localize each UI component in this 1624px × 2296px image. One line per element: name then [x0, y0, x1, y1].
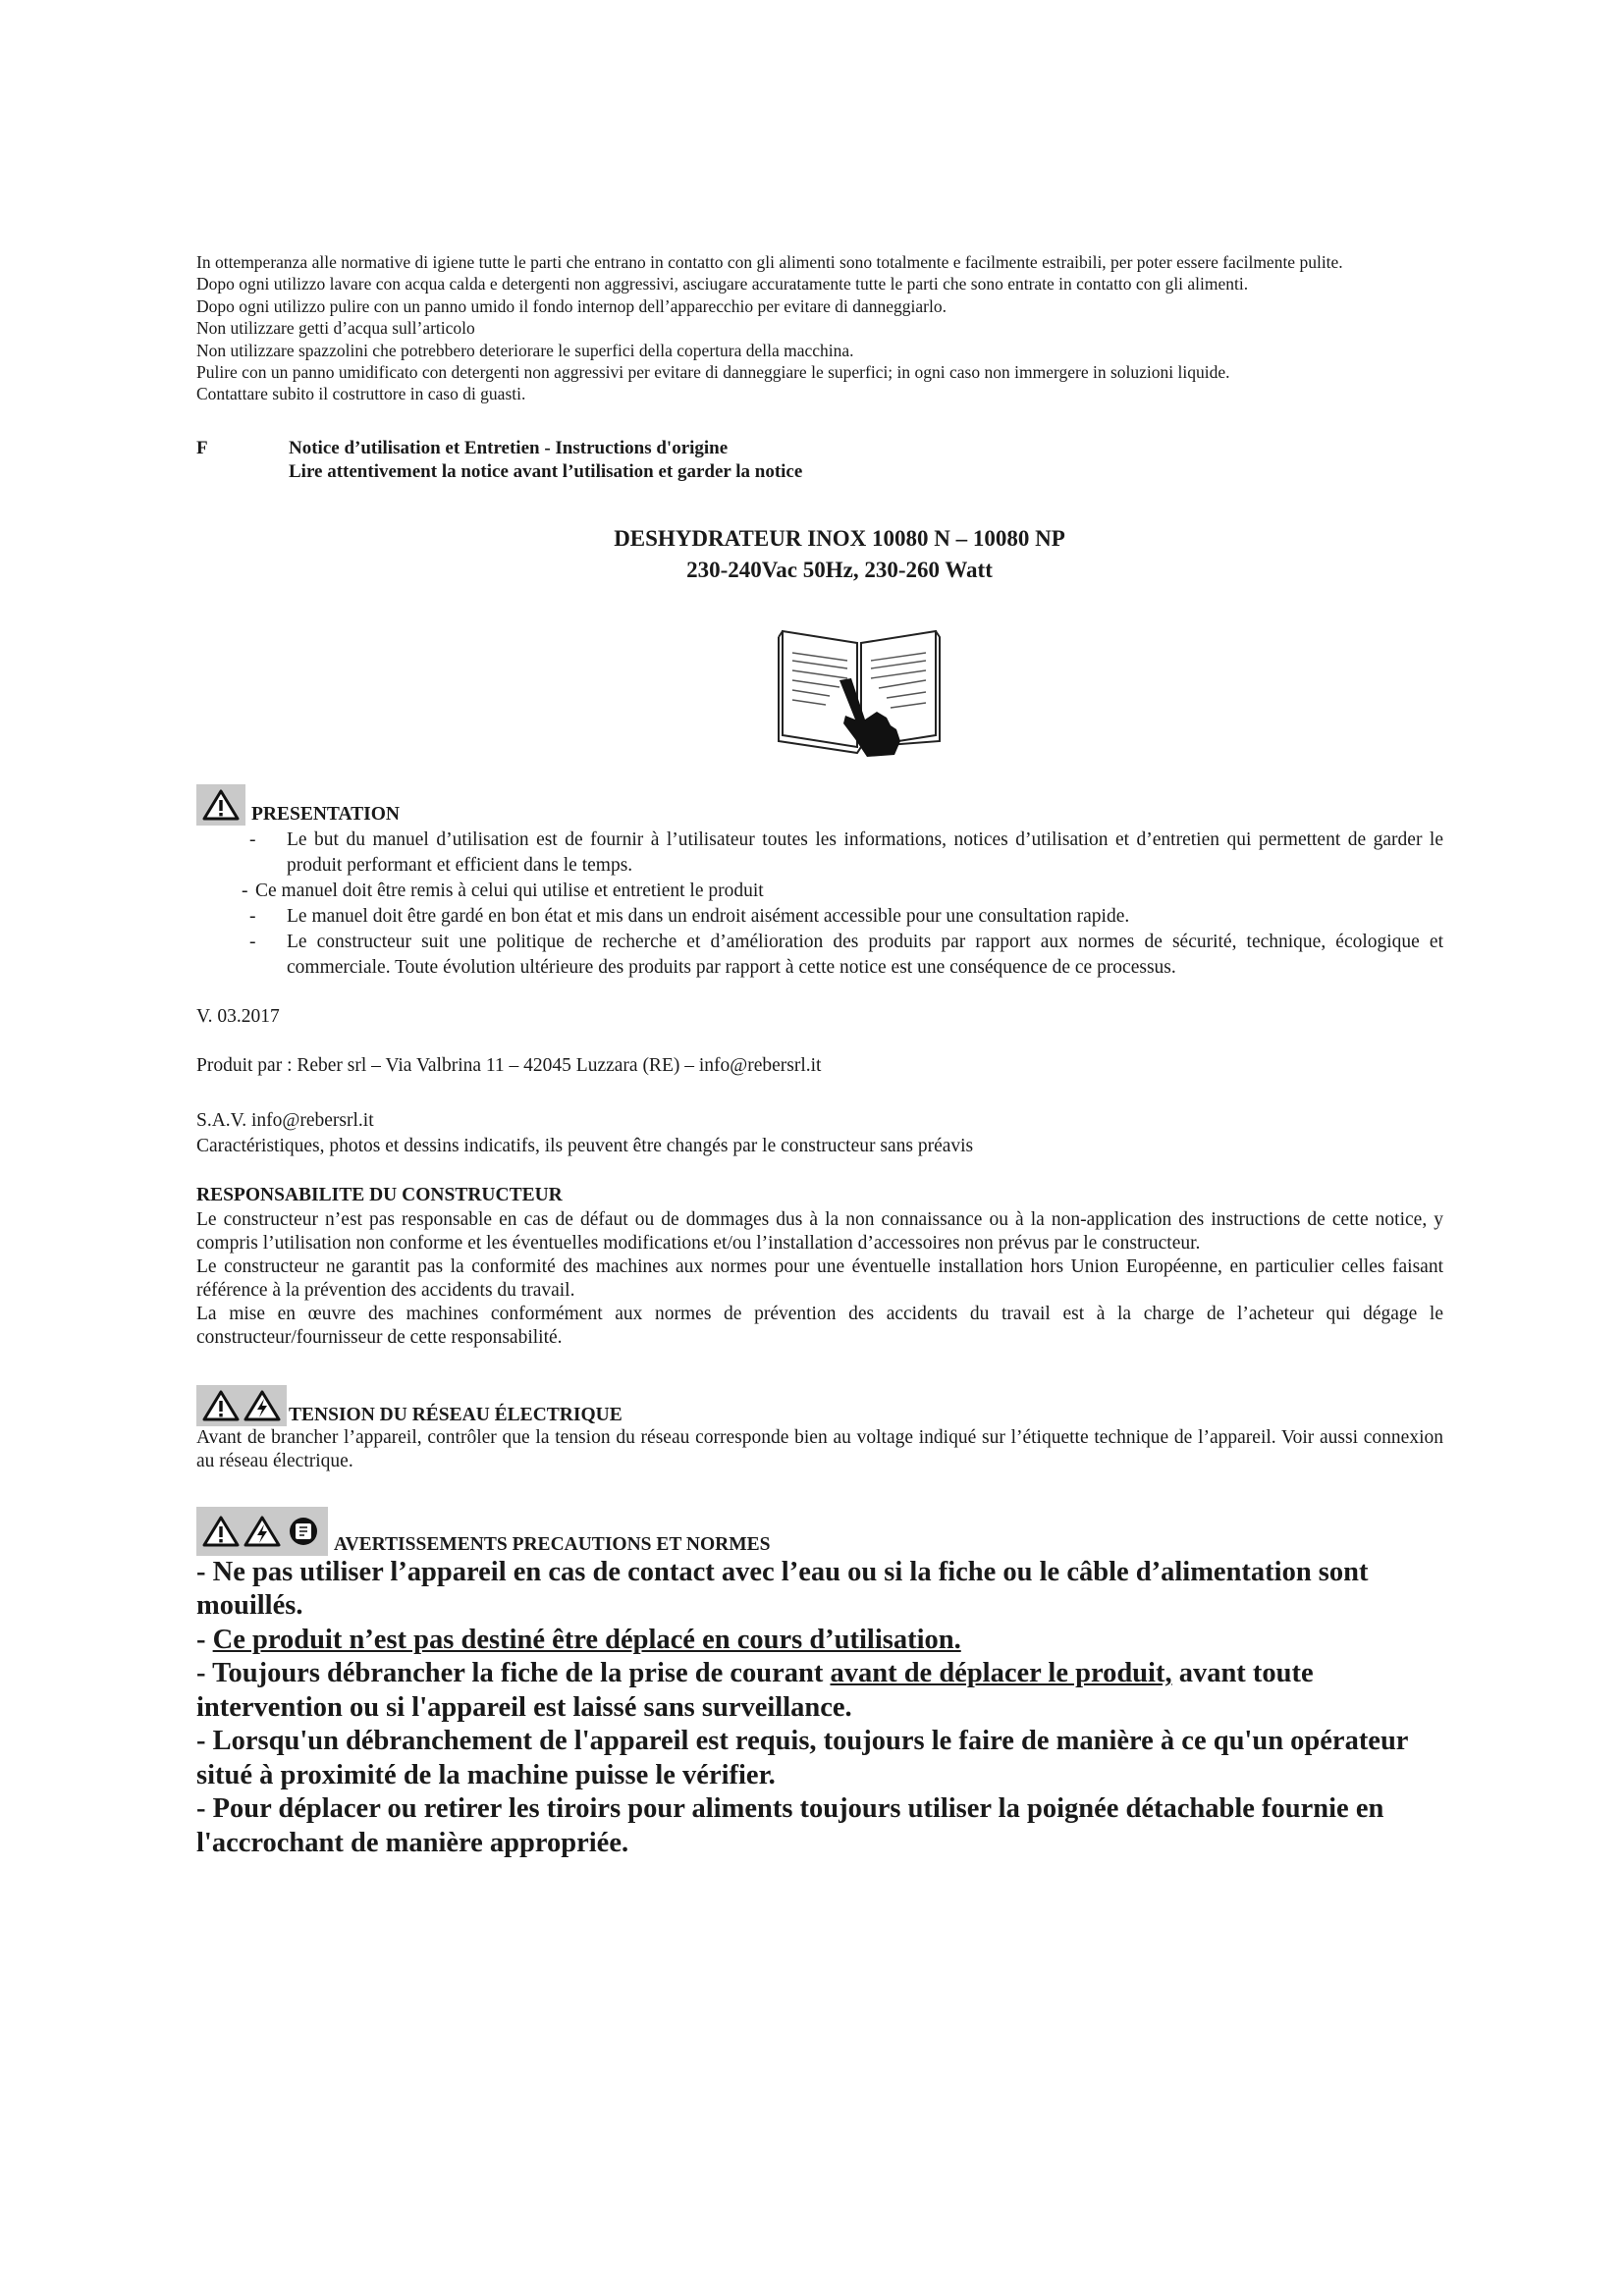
list-item: - Le manuel doit être gardé en bon état et mis dans un endroit aisément accessible pour une consultation rapide.: [249, 905, 1130, 927]
warning-line: - Toujours débrancher la fiche de la prise de courant avant de déplacer le produit, avant toute intervention ou si l'appareil est laissé sans surveillance.: [196, 1658, 1314, 1723]
version-label: V. 03.2017: [196, 1005, 280, 1027]
warnings-heading: [196, 1507, 1443, 1556]
producer-line: Produit par : Reber srl – Via Valbrina 11 – 42045 Luzzara (RE) – info@rebersrl.it: [196, 1054, 822, 1076]
read-manual-icon: [771, 610, 947, 757]
sav-line: S.A.V. info@rebersrl.it: [196, 1109, 374, 1131]
warning-line: - Ce produit n’est pas destiné être déplacé en cours d’utilisation.: [196, 1624, 961, 1655]
warning-line: - Pour déplacer ou retirer les tiroirs pour aliments toujours utiliser la poignée détachable fournie en l'accrochant de manière appropriée.: [196, 1793, 1384, 1858]
warning-triangle-icon: [202, 788, 240, 822]
model-name: DESHYDRATEUR INOX 10080 N – 10080 NP: [614, 525, 1065, 551]
italian-maintenance-text: [196, 251, 1443, 405]
paragraph: Contattare subito il costruttore in caso di guasti.: [196, 384, 526, 404]
warning-line: - Lorsqu'un débranchement de l'appareil est requis, toujours le faire de manière à ce qu'un opérateur situé à proximité de la machine puisse le vérifier.: [196, 1726, 1408, 1790]
warning-badge: [196, 784, 245, 826]
read-instructions-icon: [285, 1515, 322, 1548]
disclaimer-line: Caractéristiques, photos et dessins indicatifs, ils peuvent être changés par le constructeur sans préavis: [196, 1135, 974, 1156]
model-specs: 230-240Vac 50Hz, 230-260 Watt: [686, 557, 993, 582]
list-item: - Le constructeur suit une politique de recherche et d’amélioration des produits par rapport aux normes de sécurité, technique, écologique et commerciale. Toute évolution ultérieure des produits par rapport à cette notice est une conséquence de ce processus.: [249, 931, 1443, 978]
language-letter: F: [196, 437, 208, 458]
tension-heading: [196, 1385, 1443, 1426]
language-header: [196, 437, 1443, 484]
paragraph: Non utilizzare getti d’acqua sull’articolo: [196, 318, 475, 339]
paragraph: Le constructeur n’est pas responsable en cas de défaut ou de dommages dus à la non connaissance ou à la non-application des instructions de cette notice, y compris l’utilisation non conforme et les éventuelles modifications et/ou l’installation d’accessoires non prévus par le constructeur.: [196, 1208, 1443, 1254]
warning-triangle-icon: [202, 1389, 240, 1422]
paragraph: La mise en œuvre des machines conformément aux normes de prévention des accidents du travail est à la charge de l’acheteur qui dégage le constructeur/fournisseur de cette responsabilité.: [196, 1303, 1443, 1348]
paragraph: In ottemperanza alle normative di igiene tutte le parti che entrano in contatto con gli alimenti sono totalmente e facilmente estraibili, per poter essere facilmente pulite.: [196, 252, 1343, 272]
warning-badge: [196, 1385, 287, 1426]
warning-line: - Ne pas utiliser l’appareil en cas de contact avec l’eau ou si la fiche ou le câble d’alimentation sont mouillés.: [196, 1556, 1369, 1622]
document-page: [196, 251, 1443, 1860]
responsibility-title: RESPONSABILITE DU CONSTRUCTEUR: [196, 1184, 563, 1205]
presentation-list: [196, 828, 1443, 981]
section-title: PRESENTATION: [251, 803, 400, 825]
paragraph: Pulire con un panno umidificato con detergenti non aggressivi per evitare di danneggiare le superfici; in ogni caso non immergere in soluzioni liquide.: [196, 362, 1230, 383]
paragraph: Dopo ogni utilizzo pulire con un panno umido il fondo internop dell’apparecchio per evitare di danneggiarlo.: [196, 295, 947, 316]
paragraph: Dopo ogni utilizzo lavare con acqua calda e detergenti non aggressivi, asciugare accuratamente tutte le parti che sono entrate in contatto con gli alimenti.: [196, 274, 1249, 294]
paragraph: Non utilizzare spazzolini che potrebbero deteriorare le superfici della copertura della macchina.: [196, 340, 854, 360]
list-item: - Le but du manuel d’utilisation est de fournir à l’utilisateur toutes les informations, notices d’utilisation et d’entretien qui permettent de garder le produit performant et efficient dans le temps.: [249, 828, 1443, 876]
paragraph: Le constructeur ne garantit pas la conformité des machines aux normes pour une éventuelle installation hors Union Européenne, en particulier celles faisant référence à la prévention des accidents du travail.: [196, 1255, 1443, 1301]
electric-hazard-icon: [244, 1515, 281, 1548]
warning-badge: [196, 1507, 328, 1556]
presentation-heading: [196, 784, 1443, 826]
warning-triangle-icon: [202, 1515, 240, 1548]
model-heading: [196, 523, 1443, 586]
manual-title: Notice d’utilisation et Entretien - Instructions d'origine: [289, 437, 729, 458]
paragraph: Avant de brancher l’appareil, contrôler que la tension du réseau corresponde bien au voltage indiqué sur l’étiquette technique de l’appareil. Voir aussi connexion au réseau électrique.: [196, 1426, 1443, 1471]
section-title: TENSION DU RÉSEAU ÉLECTRIQUE: [289, 1404, 623, 1425]
electric-hazard-icon: [244, 1389, 281, 1422]
section-title: AVERTISSEMENTS PRECAUTIONS ET NORMES: [334, 1533, 771, 1555]
manual-subtitle: Lire attentivement la notice avant l’utilisation et garder la notice: [289, 460, 803, 482]
list-item: - Ce manuel doit être remis à celui qui utilise et entretient le produit: [242, 880, 764, 901]
